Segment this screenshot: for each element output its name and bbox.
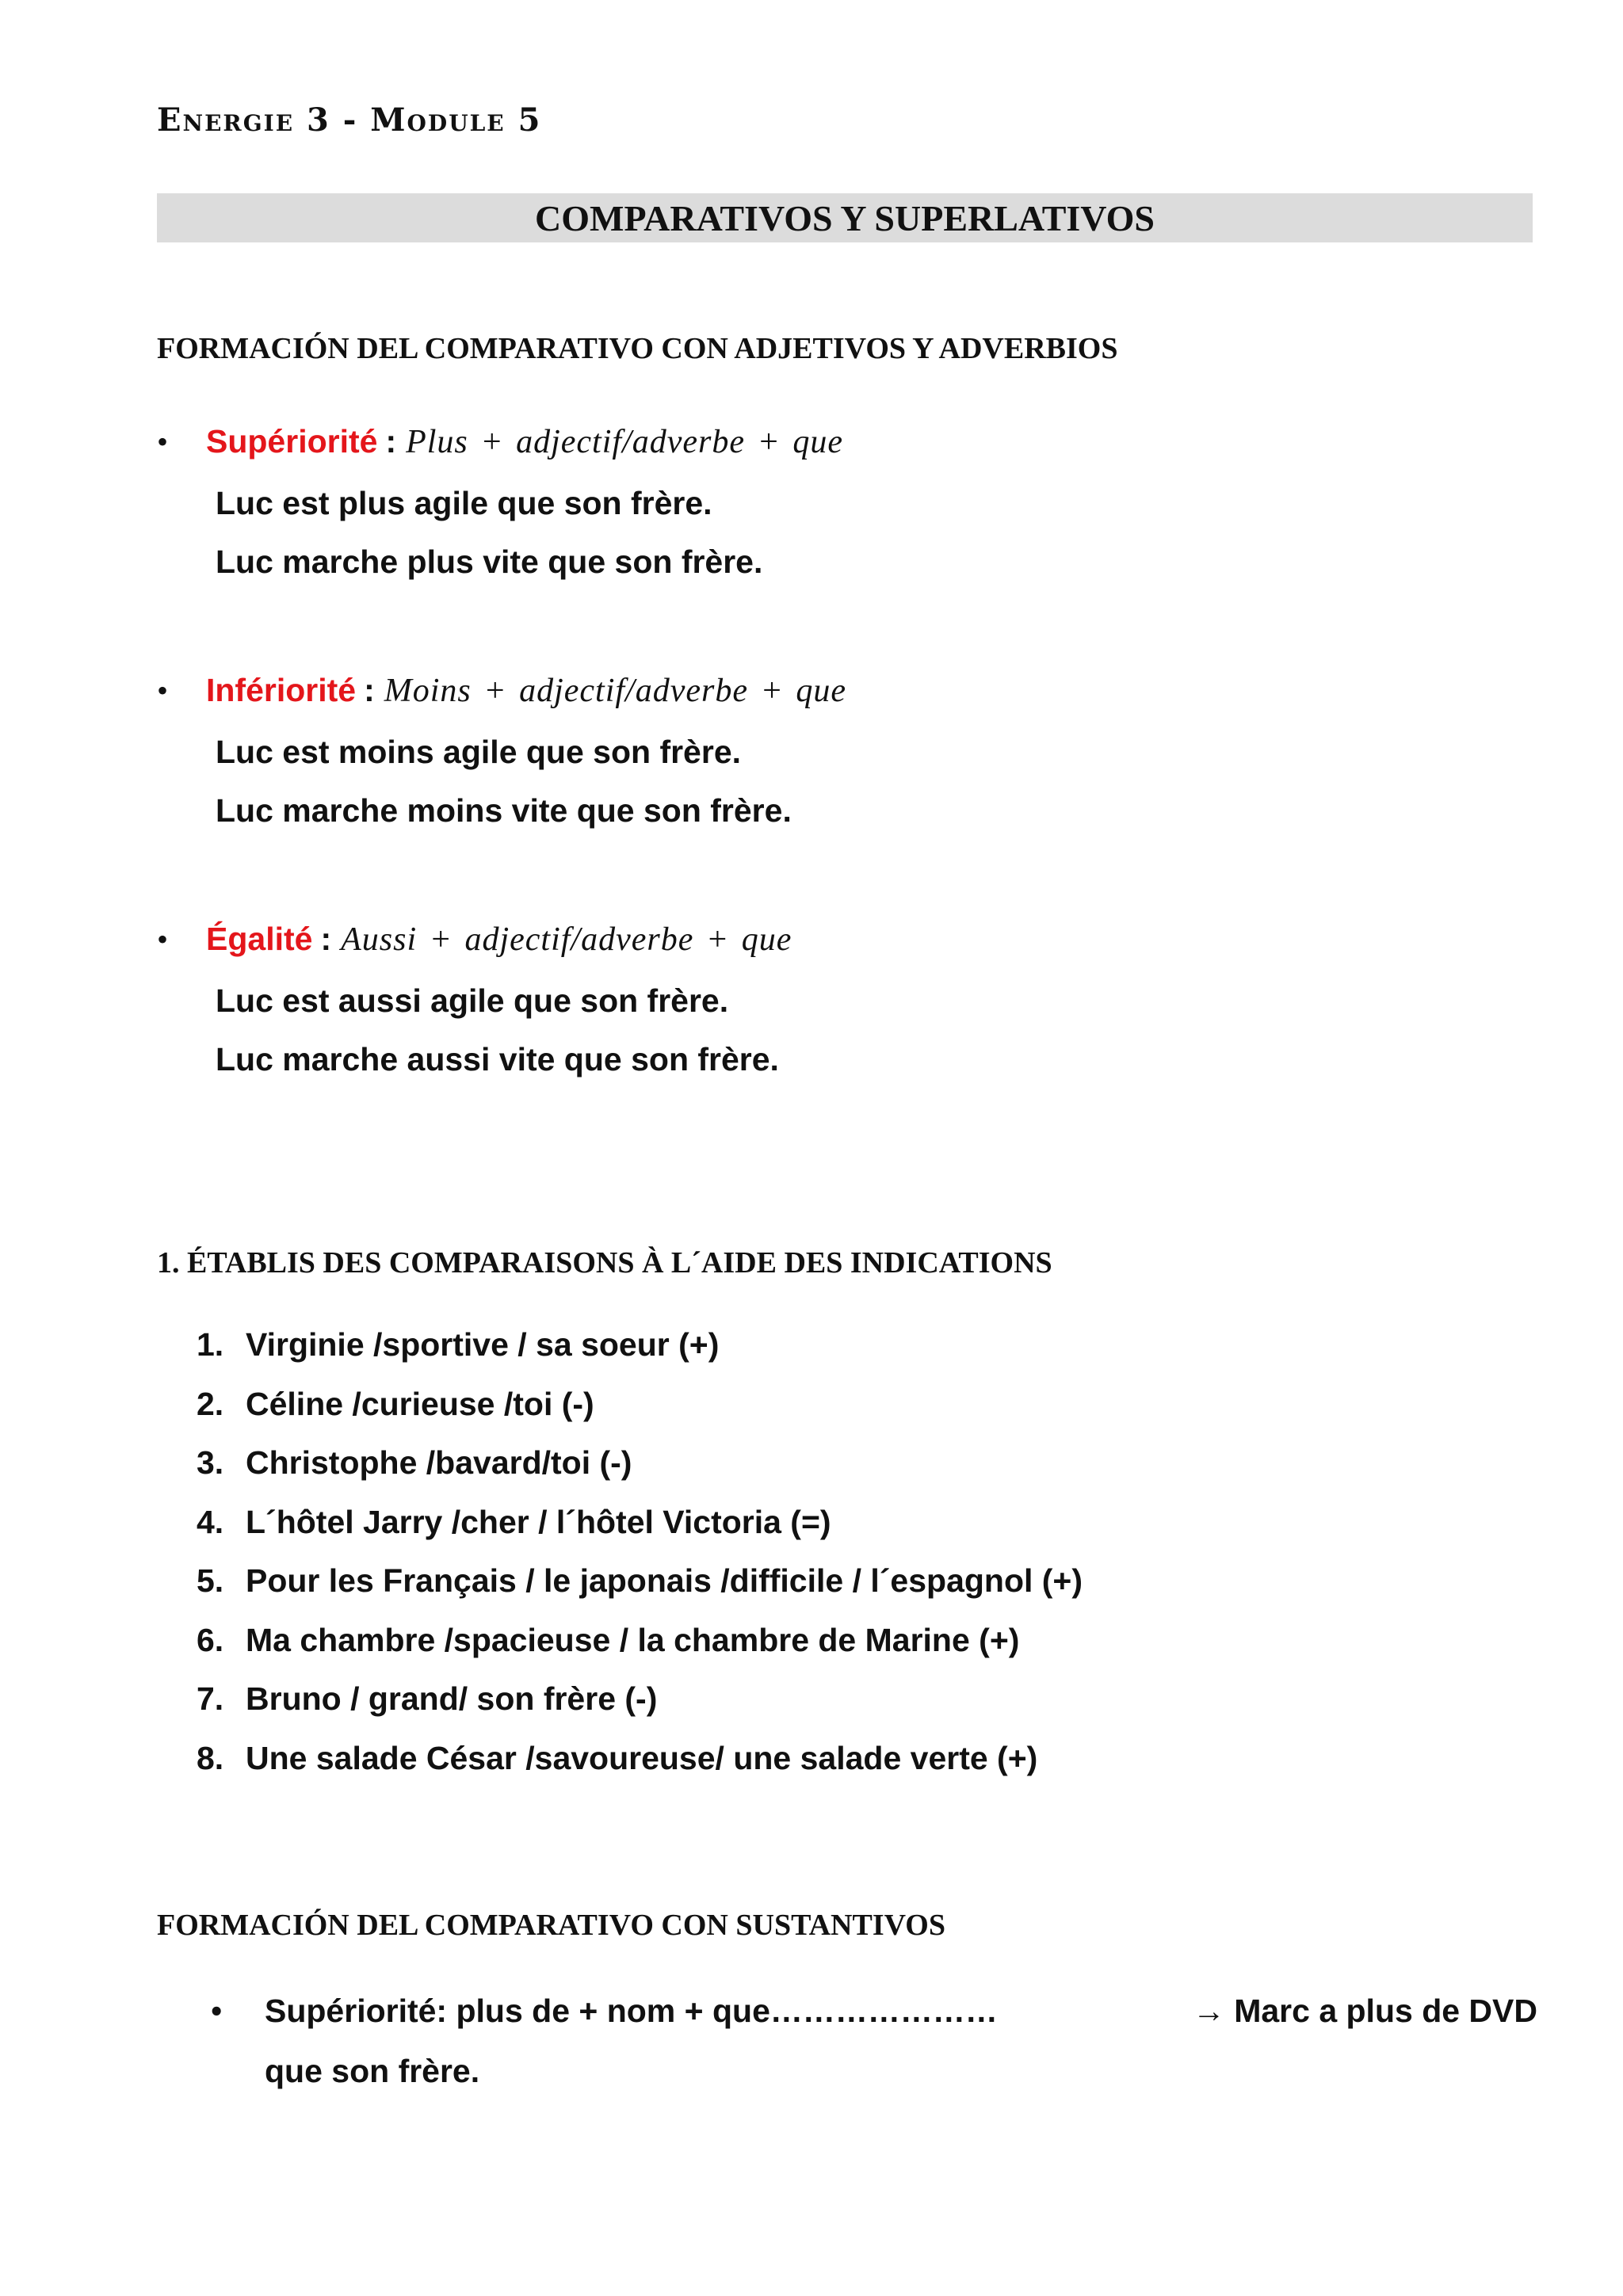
- rule-example: Luc est aussi agile que son frère.: [216, 982, 729, 1019]
- rule-name: Égalité: [206, 921, 313, 957]
- rule-superiority: [157, 423, 843, 591]
- list-item: [197, 1315, 1083, 1375]
- bullet-icon: •: [157, 424, 169, 460]
- rule-colon: :: [364, 672, 375, 708]
- rule-inferiority: [157, 672, 846, 840]
- rule-name: Supériorité: [206, 423, 378, 460]
- bullet-icon: •: [157, 921, 169, 957]
- item-number: 5.: [197, 1562, 224, 1599]
- rule-formula: Aussi + adjectif/adverbe + que: [341, 921, 792, 958]
- noun-rule-example-continued: que son frère.: [265, 2053, 480, 2089]
- rule-example: Luc marche plus vite que son frère.: [216, 543, 763, 580]
- rule-example: Luc marche aussi vite que son frère.: [216, 1041, 779, 1077]
- list-item: [197, 1375, 1083, 1434]
- item-number: 1.: [197, 1326, 224, 1363]
- item-text: Ma chambre /spacieuse / la chambre de Marine (+): [246, 1621, 1020, 1658]
- rule-name: Infériorité: [206, 672, 357, 708]
- rule-example: Luc est moins agile que son frère.: [216, 734, 742, 770]
- section-heading-nouns: FORMACIÓN DEL COMPARATIVO CON SUSTANTIVOS: [157, 1909, 945, 1942]
- list-item: [197, 1669, 1083, 1729]
- rule-formula: Plus + adjectif/adverbe + que: [406, 424, 843, 460]
- list-item: [197, 1493, 1083, 1552]
- item-number: 3.: [197, 1444, 224, 1481]
- item-text: L´hôtel Jarry /cher / l´hôtel Victoria (=): [246, 1503, 831, 1540]
- noun-rule-formula: Supériorité: plus de + nom + que…………………: [265, 1993, 998, 2029]
- section-heading-adjectives: FORMACIÓN DEL COMPARATIVO CON ADJETIVOS Y ADVERBIOS: [157, 332, 1118, 365]
- item-text: Bruno / grand/ son frère (-): [246, 1680, 658, 1717]
- item-number: 7.: [197, 1680, 224, 1717]
- bullet-icon: •: [211, 1993, 223, 2029]
- rule-example: Luc est plus agile que son frère.: [216, 485, 712, 521]
- exercise-list: [197, 1315, 1083, 1787]
- rule-colon: :: [320, 921, 332, 957]
- item-number: 2.: [197, 1385, 224, 1422]
- exercise-heading: 1. ÉTABLIS DES COMPARAISONS À L´AIDE DES INDICATIONS: [157, 1246, 1052, 1280]
- list-item: [197, 1551, 1083, 1611]
- item-text: Virginie /sportive / sa soeur (+): [246, 1326, 720, 1363]
- bullet-icon: •: [157, 673, 169, 708]
- rule-example: Luc marche moins vite que son frère.: [216, 792, 792, 829]
- list-item: [197, 1433, 1083, 1493]
- list-item: [197, 1729, 1083, 1788]
- item-text: Pour les Français / le japonais /difficile / l´espagnol (+): [246, 1562, 1083, 1599]
- item-text: Une salade César /savoureuse/ une salade verte (+): [246, 1739, 1038, 1776]
- noun-rule: [211, 1981, 1537, 2101]
- item-text: Christophe /bavard/toi (-): [246, 1444, 632, 1481]
- rule-equality: [157, 921, 792, 1089]
- list-item: [197, 1611, 1083, 1670]
- item-number: 6.: [197, 1621, 224, 1658]
- item-number: 8.: [197, 1739, 224, 1776]
- rule-colon: :: [385, 423, 397, 460]
- document-header: Energie 3 - Module 5: [157, 101, 542, 139]
- rule-formula: Moins + adjectif/adverbe + que: [384, 673, 846, 709]
- item-text: Céline /curieuse /toi (-): [246, 1385, 594, 1422]
- item-number: 4.: [197, 1503, 224, 1540]
- page-title: COMPARATIVOS Y SUPERLATIVOS: [157, 193, 1533, 242]
- noun-rule-example: → Marc a plus de DVD: [1192, 1993, 1537, 2029]
